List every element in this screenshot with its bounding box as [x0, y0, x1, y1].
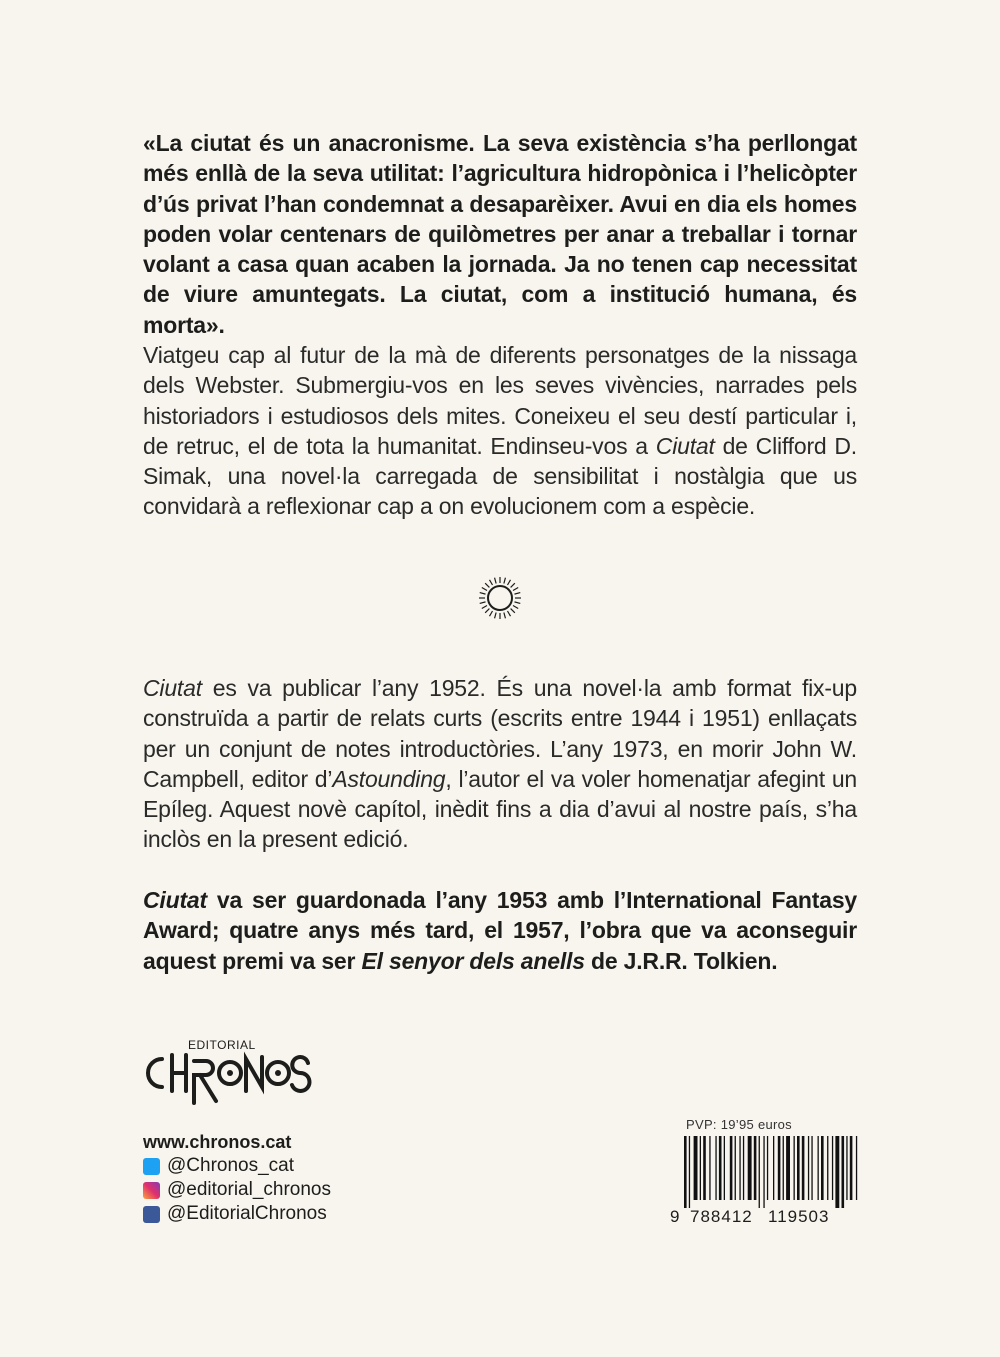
history-paragraph: [143, 673, 857, 855]
book-title: Ciutat: [143, 887, 207, 913]
logo-editorial-label: EDITORIAL: [188, 1038, 256, 1052]
facebook-label: @EditorialChronos: [167, 1203, 327, 1224]
synopsis-paragraph: [143, 340, 857, 522]
twitter-label: @Chronos_cat: [167, 1155, 295, 1176]
instagram-icon: [143, 1182, 160, 1199]
isbn-left-group: 788412: [690, 1207, 753, 1226]
synopsis-text-1: Viatgeu cap al futur de la mà de diferents personatges de la nissaga dels Webster. Submergiu-vos en les seves vivències, narrades pels historiadors i estudiosos dels mites. Coneixeu el seu destí particular i, de retruc, el de tota la humanitat. Endinseu-vos a: [143, 342, 857, 459]
sun-ornament-icon: [477, 575, 523, 621]
isbn-number: [670, 1207, 860, 1227]
award-text-1: va ser guardonada l’any 1953 amb l’International Fantasy Award; quatre anys més tard, el 1957, l’obra que va aconseguir aquest premi va ser: [143, 887, 857, 974]
contact-info: [143, 1130, 331, 1226]
barcode-block: [670, 1117, 860, 1227]
isbn-first-digit: 9: [670, 1207, 680, 1226]
magazine-title: Astounding: [332, 765, 446, 792]
facebook-handle[interactable]: [143, 1202, 331, 1226]
facebook-icon: [143, 1206, 160, 1223]
chronos-logo-mark: [140, 1035, 315, 1110]
instagram-label: @editorial_chronos: [167, 1179, 331, 1200]
history-text-1: es va publicar l’any 1952. És una novel·la amb format fix-up construïda a partir de relats curts (escrits entre 1944 i 1951) enllaçats per un conjunt de notes introductòries. L’any 1973, en morir John W. Campbell, editor d’: [143, 675, 857, 792]
twitter-icon: [143, 1158, 160, 1175]
twitter-handle[interactable]: [143, 1154, 331, 1178]
isbn-right-group: 119503: [768, 1207, 830, 1226]
back-cover-quote: «La ciutat és un anacronisme. La seva existència s’ha perllongat més enllà de la seva utilitat: l’agricultura hidropònica i l’helicòpter d’ús privat l’han condemnat a desaparèixer. Avui en dia els homes poden volar centenars de quilòmetres per anar a treballar i tornar volant a casa quan acaben la jornada. Ja no tenen cap necessitat de viure amuntegats. La ciutat, com a institució humana, és morta».: [143, 130, 857, 338]
history-text-2: , l’autor el va voler homenatjar afegint un Epíleg. Aquest novè capítol, inèdit fins a dia d’avui al nostre país, s’ha inclòs en la present edició.: [143, 765, 858, 853]
instagram-handle[interactable]: [143, 1178, 331, 1202]
award-paragraph: [143, 885, 857, 976]
award-text-2: de J.R.R. Tolkien.: [584, 947, 778, 974]
tolkien-book-title: El senyor dels anells: [361, 947, 585, 974]
book-title: Ciutat: [655, 432, 715, 459]
book-title: Ciutat: [143, 675, 202, 701]
price-label: PVP: 19’95 euros: [686, 1117, 792, 1132]
isbn-barcode: [680, 1136, 858, 1208]
website-link[interactable]: www.chronos.cat: [143, 1132, 292, 1152]
synopsis-text-2: de Clifford D. Simak, una novel·la carregada de sensibilitat i nostàlgia que us convidarà a reflexionar cap a on evolucionem com a espècie.: [143, 432, 857, 520]
publisher-logo: [140, 1035, 315, 1110]
